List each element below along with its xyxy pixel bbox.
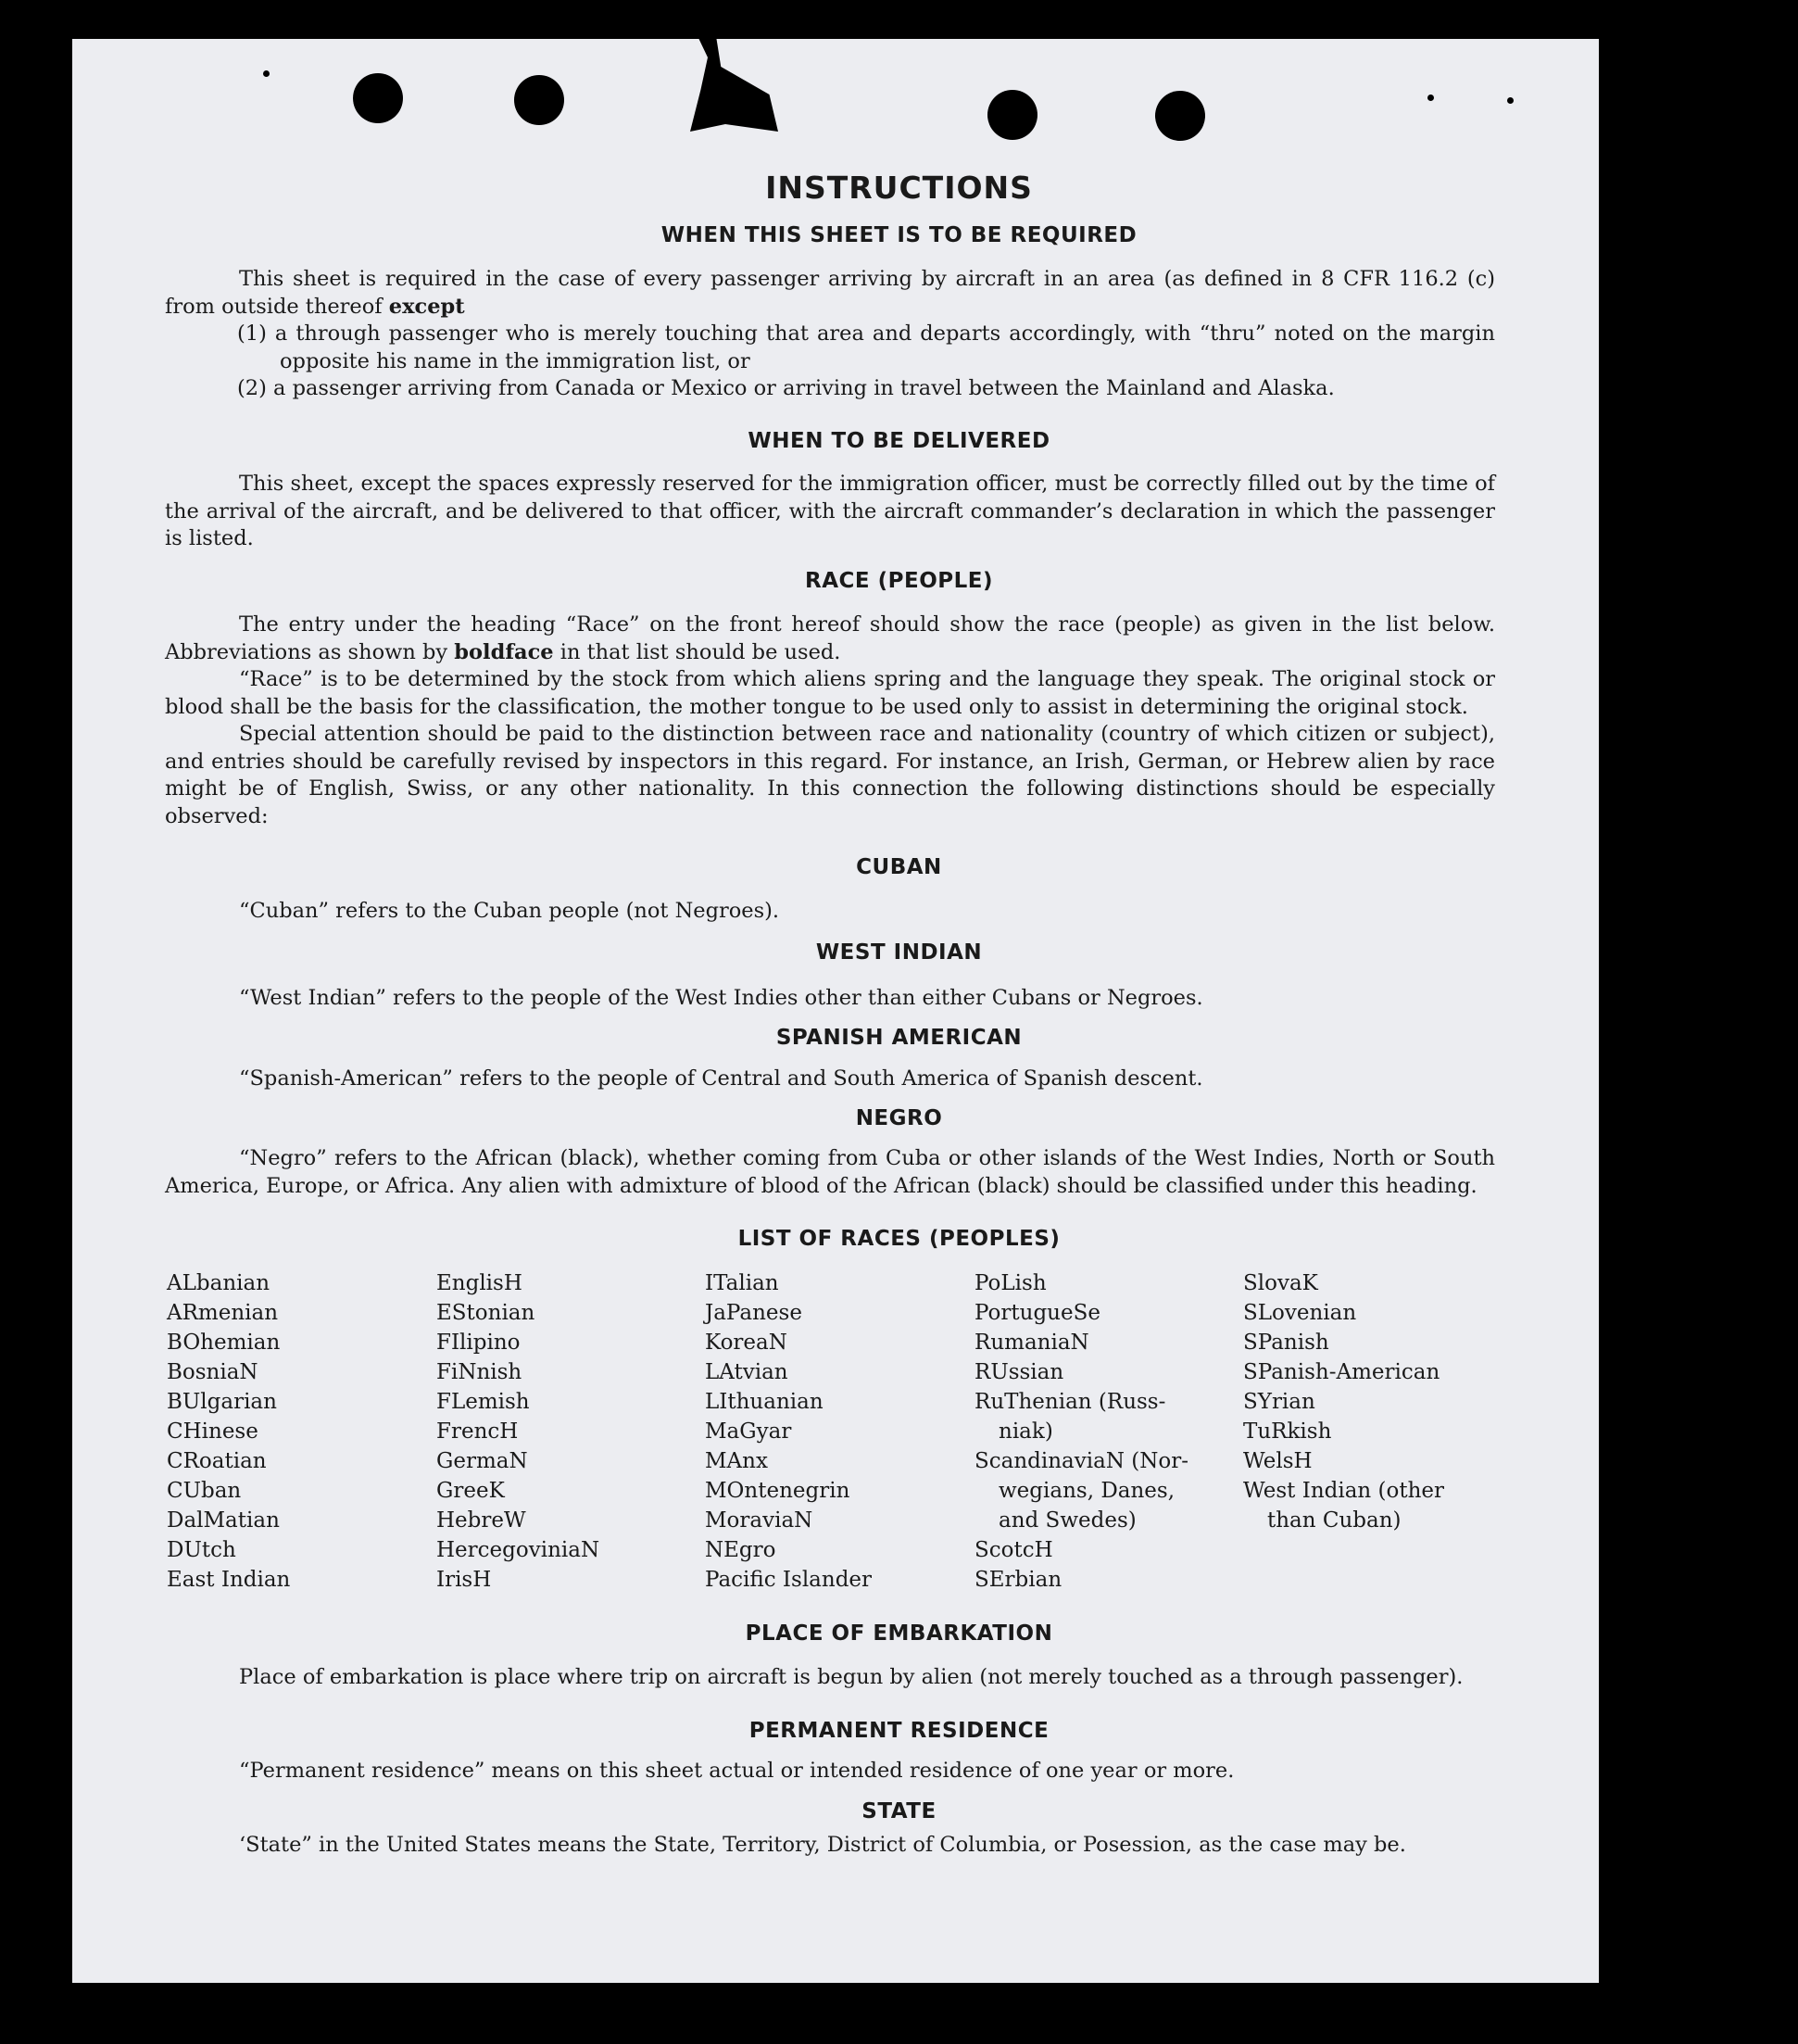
- race-item: PoLish: [974, 1271, 1047, 1295]
- page-title: INSTRUCTIONS: [765, 170, 1033, 206]
- punch-hole: [1155, 91, 1205, 141]
- race-item: SLovenian: [1243, 1301, 1357, 1325]
- section-race: [165, 612, 1495, 830]
- punch-hole: [353, 73, 403, 123]
- race-item: Pacific Islander: [705, 1568, 873, 1592]
- race-item: IrisH: [436, 1568, 492, 1592]
- race-column: [436, 1268, 599, 1595]
- list-item: (2) a passenger arriving from Canada or Mexico or arriving in travel between the Mainland and Alaska.: [237, 376, 1335, 400]
- race-item: niak): [999, 1419, 1053, 1444]
- race-item: GreeK: [436, 1479, 505, 1503]
- race-item: ALbanian: [167, 1271, 270, 1295]
- race-item: BosniaN: [167, 1360, 258, 1384]
- race-item: LAtvian: [705, 1360, 788, 1384]
- race-item: DUtch: [167, 1538, 236, 1562]
- race-column: [1243, 1268, 1444, 1535]
- race-item: than Cuban): [1267, 1508, 1402, 1533]
- race-item: NEgro: [705, 1538, 776, 1562]
- paragraph: “Race” is to be determined by the stock from which aliens spring and the language they speak. The original stock or blood shall be the basis for the classification, the mother tongue to be used only to assist in determining the original stock.: [165, 667, 1495, 719]
- paragraph: This sheet is required in the case of every passenger arriving by aircraft in an area (as defined in 8 CFR 116.2 (c) from outside thereof except: [165, 267, 1495, 319]
- race-item: ScandinaviaN (Nor-: [974, 1449, 1188, 1473]
- race-item: ARmenian: [167, 1301, 279, 1325]
- heading-when-delivered: WHEN TO BE DELIVERED: [748, 429, 1050, 453]
- race-item: SYrian: [1243, 1390, 1315, 1414]
- race-item: KoreaN: [705, 1331, 787, 1355]
- speck: [1507, 97, 1514, 104]
- paragraph: “Permanent residence” means on this sheet actual or intended residence of one year or more.: [239, 1759, 1235, 1783]
- race-item: MoraviaN: [705, 1508, 813, 1533]
- heading-west-indian: WEST INDIAN: [815, 940, 983, 965]
- race-item: RUssian: [974, 1360, 1064, 1384]
- list-item: (1) a through passenger who is merely touching that area and departs accordingly, with “thru” noted on the margin opposite his name in the immigration list, or: [237, 322, 1495, 373]
- paragraph: The entry under the heading “Race” on the front hereof should show the race (people) as given in the list below. Abbreviations as shown by boldface in that list should be used.: [165, 612, 1495, 664]
- race-item: MaGyar: [705, 1419, 792, 1444]
- heading-list-of-races: LIST OF RACES (PEOPLES): [737, 1227, 1061, 1251]
- race-item: EStonian: [436, 1301, 535, 1325]
- race-item: FrencH: [436, 1419, 519, 1444]
- paragraph: “Cuban” refers to the Cuban people (not Negroes).: [239, 899, 780, 923]
- race-item: DalMatian: [167, 1508, 280, 1533]
- race-item: MOntenegrin: [705, 1479, 850, 1503]
- race-item: LIthuanian: [705, 1390, 824, 1414]
- race-item: HercegoviniaN: [436, 1538, 600, 1562]
- race-item: CHinese: [167, 1419, 258, 1444]
- race-item: and Swedes): [999, 1508, 1137, 1533]
- punch-hole: [987, 90, 1037, 140]
- race-item: MAnx: [705, 1449, 768, 1473]
- paragraph: “Spanish-American” refers to the people of Central and South America of Spanish descent.: [239, 1066, 1203, 1091]
- race-column: [705, 1268, 872, 1595]
- paragraph: ‘State” in the United States means the State, Territory, District of Columbia, or Posession, as the case may be.: [239, 1833, 1406, 1857]
- speck: [263, 70, 270, 77]
- heading-when-required: WHEN THIS SHEET IS TO BE REQUIRED: [660, 223, 1138, 247]
- paragraph: Place of embarkation is place where trip on aircraft is begun by alien (not merely touched as a through passenger).: [239, 1665, 1464, 1689]
- punch-hole: [514, 75, 564, 125]
- race-item: CRoatian: [167, 1449, 267, 1473]
- race-item: SlovaK: [1243, 1271, 1318, 1295]
- heading-state: STATE: [861, 1799, 937, 1823]
- race-item: wegians, Danes,: [999, 1479, 1176, 1503]
- race-item: GermaN: [436, 1449, 528, 1473]
- race-item: BOhemian: [167, 1331, 281, 1355]
- race-item: SErbian: [974, 1568, 1062, 1592]
- heading-race: RACE (PEOPLE): [805, 569, 993, 593]
- race-item: EnglisH: [436, 1271, 522, 1295]
- race-column: [974, 1268, 1188, 1595]
- race-item: FiNnish: [436, 1360, 522, 1384]
- race-item: BUlgarian: [167, 1390, 277, 1414]
- race-item: ScotcH: [974, 1538, 1053, 1562]
- race-item: ITalian: [705, 1271, 779, 1295]
- race-item: WelsH: [1243, 1449, 1313, 1473]
- paragraph: This sheet, except the spaces expressly reserved for the immigration officer, must be correctly filled out by the time of the arrival of the aircraft, and be delivered to that officer, with the aircraft commander’s declaration in which the passenger is listed.: [165, 472, 1495, 550]
- heading-cuban: CUBAN: [856, 855, 942, 879]
- race-item: SPanish-American: [1243, 1360, 1440, 1384]
- race-item: RuThenian (Russ-: [974, 1390, 1166, 1414]
- race-item: East Indian: [167, 1568, 291, 1592]
- speck: [1427, 95, 1434, 101]
- heading-permanent-residence: PERMANENT RESIDENCE: [748, 1719, 1050, 1743]
- heading-spanish-american: SPANISH AMERICAN: [775, 1026, 1023, 1050]
- paragraph: Special attention should be paid to the distinction between race and nationality (country of which citizen or subject), and entries should be carefully revised by inspectors in this regard. For instance, an Irish, German, or Hebrew alien by race might be of English, Swiss, or any other nationality. In this connection the following distinctions should be especially observed:: [165, 722, 1495, 828]
- heading-negro: NEGRO: [855, 1106, 943, 1130]
- race-item: RumaniaN: [974, 1331, 1089, 1355]
- paragraph: “Negro” refers to the African (black), whether coming from Cuba or other islands of the West Indies, North or South America, Europe, or Africa. Any alien with admixture of blood of the African (black) should be classified under this heading.: [165, 1146, 1495, 1198]
- heading-embarkation: PLACE OF EMBARKATION: [745, 1621, 1053, 1646]
- race-item: West Indian (other: [1243, 1479, 1445, 1503]
- race-item: PortugueSe: [974, 1301, 1100, 1325]
- race-column: [167, 1268, 290, 1595]
- paragraph: “West Indian” refers to the people of the West Indies other than either Cubans or Negroes.: [239, 986, 1203, 1010]
- race-item: TuRkish: [1243, 1419, 1332, 1444]
- race-item: CUban: [167, 1479, 242, 1503]
- race-item: FIlipino: [436, 1331, 521, 1355]
- race-item: FLemish: [436, 1390, 530, 1414]
- race-item: HebreW: [436, 1508, 526, 1533]
- section-when-required: [165, 266, 1495, 403]
- race-item: SPanish: [1243, 1331, 1329, 1355]
- race-item: JaPanese: [705, 1301, 802, 1325]
